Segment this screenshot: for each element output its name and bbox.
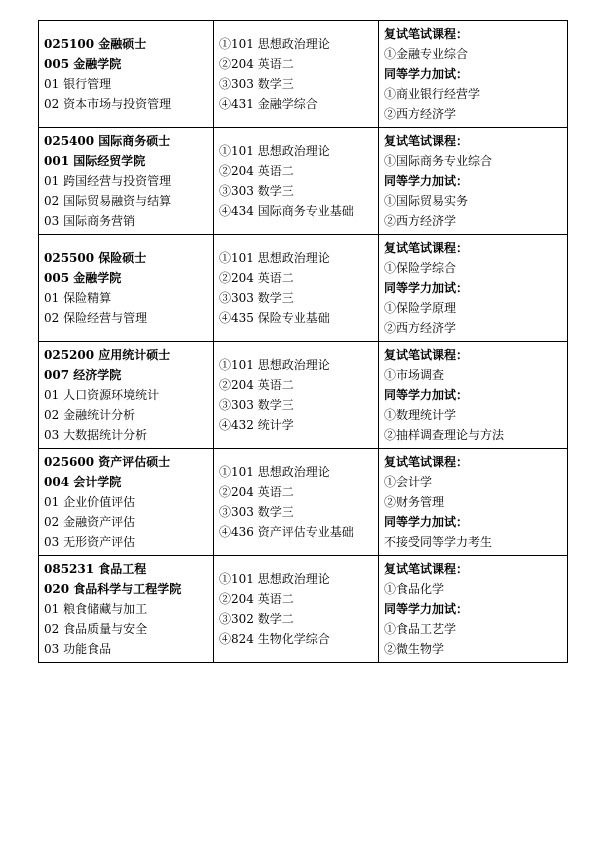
retest-cell [379,342,568,449]
exam-subject: ①101 思想政治理论 [219,572,330,586]
program-row [39,342,568,449]
program-info-cell [39,556,214,663]
program-code-name: 025400 国际商务硕士 [44,134,171,148]
exam-subject: ②204 英语二 [219,485,294,499]
program-row [39,235,568,342]
program-code-name: 025100 金融硕士 [44,37,147,51]
extra-test-title: 同等学力加试： [384,67,469,81]
exam-subject: ③303 数学三 [219,398,294,412]
program-row [39,128,568,235]
direction-item: 02 国际贸易融资与结算 [44,194,172,208]
direction-item: 01 粮食储藏与加工 [44,602,148,616]
extra-test-course: ①食品工艺学 [384,622,457,636]
exam-subject: ④436 资产评估专业基础 [219,525,354,539]
direction-item: 02 金融资产评估 [44,515,136,529]
program-code-name: 025500 保险硕士 [44,251,147,265]
exam-subject: ②204 英语二 [219,57,294,71]
retest-course: ①食品化学 [384,582,445,596]
retest-cell [379,21,568,128]
exam-subject: ③303 数学三 [219,184,294,198]
direction-item: 02 资本市场与投资管理 [44,97,172,111]
program-code-name: 085231 食品工程 [44,562,147,576]
school-name: 007 经济学院 [44,368,122,382]
program-info-cell [39,342,214,449]
extra-test-course: ①数理统计学 [384,408,457,422]
school-name: 001 国际经贸学院 [44,154,146,168]
retest-cell [379,235,568,342]
retest-cell [379,128,568,235]
extra-test-title: 同等学力加试： [384,174,469,188]
retest-title: 复试笔试课程： [384,241,469,255]
extra-test-course: ①保险学原理 [384,301,457,315]
retest-course: ②财务管理 [384,495,445,509]
direction-item: 01 银行管理 [44,77,112,91]
program-info-cell [39,128,214,235]
program-row [39,556,568,663]
retest-course: ①会计学 [384,475,433,489]
program-code-name: 025200 应用统计硕士 [44,348,171,362]
program-table [38,20,568,663]
school-name: 005 金融学院 [44,57,122,71]
direction-item: 02 金融统计分析 [44,408,136,422]
exam-subjects-cell [214,21,379,128]
exam-subject: ①101 思想政治理论 [219,465,330,479]
extra-test-title: 同等学力加试： [384,388,469,402]
exam-subject: ①101 思想政治理论 [219,358,330,372]
exam-subject: ①101 思想政治理论 [219,251,330,265]
extra-test-course: ②西方经济学 [384,321,457,335]
extra-test-title: 同等学力加试： [384,602,469,616]
extra-test-course: ②微生物学 [384,642,445,656]
exam-subject: ③303 数学三 [219,505,294,519]
retest-title: 复试笔试课程： [384,455,469,469]
direction-item: 03 无形资产评估 [44,535,136,549]
exam-subject: ②204 英语二 [219,592,294,606]
exam-subjects-cell [214,235,379,342]
extra-test-course: ②西方经济学 [384,214,457,228]
exam-subject: ①101 思想政治理论 [219,144,330,158]
program-row [39,21,568,128]
exam-subject: ④432 统计学 [219,418,294,432]
exam-subject: ④434 国际商务专业基础 [219,204,354,218]
retest-course: ①保险学综合 [384,261,457,275]
program-info-cell [39,21,214,128]
direction-item: 02 食品质量与安全 [44,622,148,636]
exam-subject: ④824 生物化学综合 [219,632,330,646]
exam-subject: ④431 金融学综合 [219,97,318,111]
retest-title: 复试笔试课程： [384,348,469,362]
extra-test-course: 不接受同等学力考生 [384,535,493,549]
direction-item: 03 功能食品 [44,642,112,656]
program-info-cell [39,449,214,556]
extra-test-course: ②抽样调查理论与方法 [384,428,505,442]
retest-course: ①金融专业综合 [384,47,469,61]
retest-title: 复试笔试课程： [384,134,469,148]
retest-title: 复试笔试课程： [384,562,469,576]
school-name: 005 金融学院 [44,271,122,285]
exam-subject: ②204 英语二 [219,164,294,178]
program-code-name: 025600 资产评估硕士 [44,455,171,469]
direction-item: 01 跨国经营与投资管理 [44,174,172,188]
extra-test-course: ①国际贸易实务 [384,194,469,208]
program-info-cell [39,235,214,342]
school-name: 020 食品科学与工程学院 [44,582,182,596]
exam-subject: ④435 保险专业基础 [219,311,330,325]
extra-test-title: 同等学力加试： [384,515,469,529]
exam-subjects-cell [214,342,379,449]
retest-course: ①市场调查 [384,368,445,382]
direction-item: 02 保险经营与管理 [44,311,148,325]
exam-subject: ②204 英语二 [219,378,294,392]
exam-subjects-cell [214,128,379,235]
exam-subject: ③303 数学三 [219,77,294,91]
extra-test-title: 同等学力加试： [384,281,469,295]
program-row [39,449,568,556]
direction-item: 03 国际商务营销 [44,214,136,228]
extra-test-course: ①商业银行经营学 [384,87,481,101]
exam-subject: ①101 思想政治理论 [219,37,330,51]
school-name: 004 会计学院 [44,475,122,489]
direction-item: 03 大数据统计分析 [44,428,148,442]
direction-item: 01 企业价值评估 [44,495,136,509]
direction-item: 01 人口资源环境统计 [44,388,160,402]
exam-subject: ③302 数学二 [219,612,294,626]
exam-subjects-cell [214,449,379,556]
direction-item: 01 保险精算 [44,291,112,305]
retest-title: 复试笔试课程： [384,27,469,41]
extra-test-course: ②西方经济学 [384,107,457,121]
retest-cell [379,449,568,556]
exam-subject: ③303 数学三 [219,291,294,305]
exam-subjects-cell [214,556,379,663]
exam-subject: ②204 英语二 [219,271,294,285]
retest-course: ①国际商务专业综合 [384,154,493,168]
retest-cell [379,556,568,663]
